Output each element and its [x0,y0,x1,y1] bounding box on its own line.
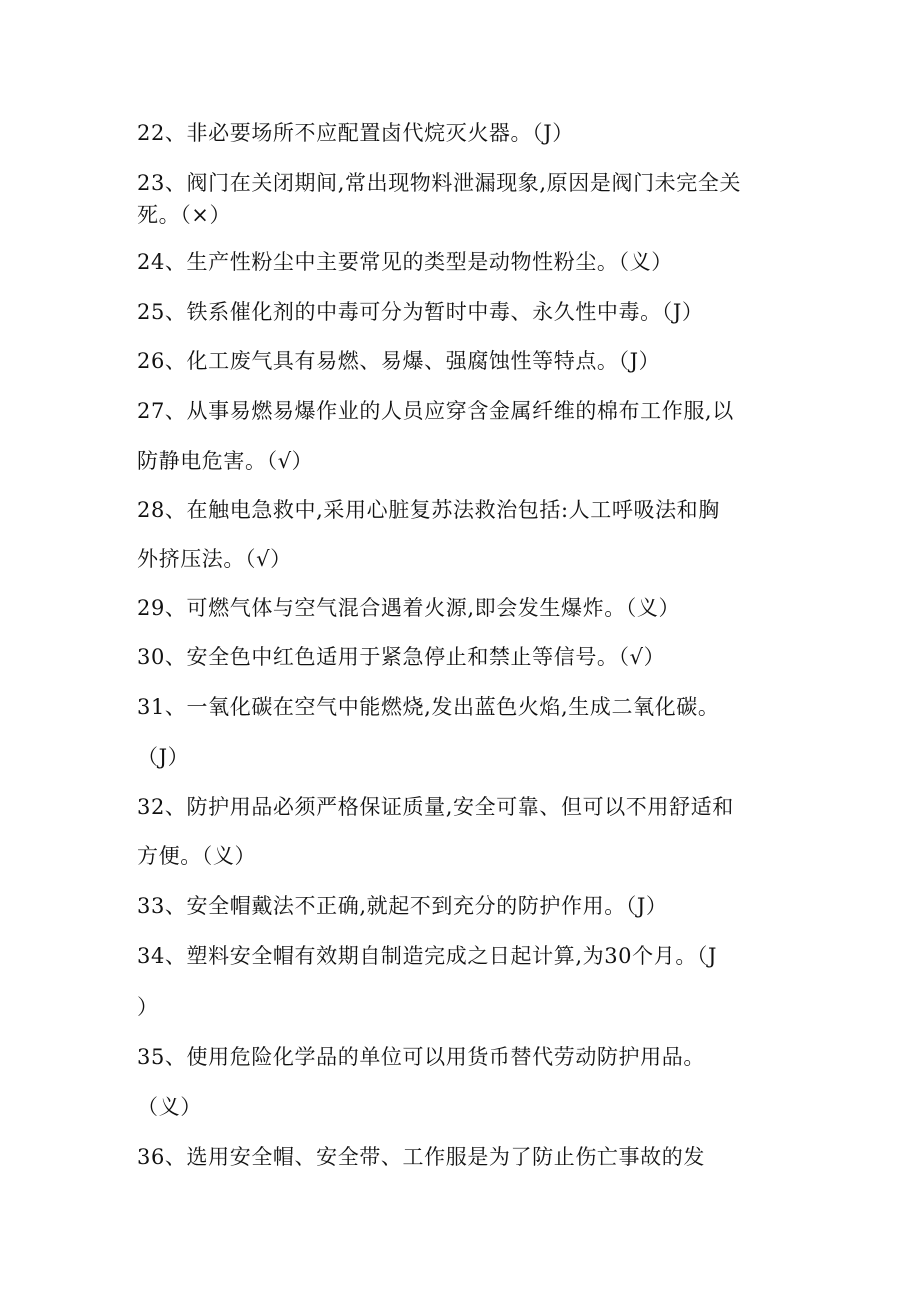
text-line: 32、防护用品必须严格保证质量,安全可靠、但可以不用舒适和 [137,795,734,819]
text-line: 22、非必要场所不应配置卤代烷灭火器。（J） [137,121,574,145]
text-line: 方便。（义） [137,844,257,868]
text-line: （义） [137,1095,202,1119]
text-line: 28、在触电急救中,采用心脏复苏法救治包括:人工呼吸法和胸 [137,498,720,522]
text-line: 外挤压法。（√） [137,547,292,571]
text-line: 36、选用安全帽、安全带、工作服是为了防止伤亡事故的发 [137,1145,705,1169]
text-line: 27、从事易燃易爆作业的人员应穿含金属纤维的棉布工作服,以 [137,399,734,423]
text-line: 25、铁系催化剂的中毒可分为暂时中毒、永久性中毒。（J） [137,300,704,324]
text-line: 30、安全色中红色适用于紧急停止和禁止等信号。（√） [137,645,666,669]
text-line: 31、一氧化碳在空气中能燃烧,发出蓝色火焰,生成二氧化碳。 [137,695,720,719]
text-line: 35、使用危险化学品的单位可以用货币替代劳动防护用品。 [137,1045,705,1069]
text-line: （J） [137,745,190,769]
text-line: 34、塑料安全帽有效期自制造完成之日起计算,为30个月。（J [137,944,718,968]
text-line: 死。（×） [137,203,232,227]
text-line: 24、生产性粉尘中主要常见的类型是动物性粉尘。（义） [137,250,673,274]
text-line: 23、阀门在关闭期间,常出现物料泄漏现象,原因是阀门未完全关 [137,171,742,195]
text-line: ） [137,995,159,1019]
text-line: 29、可燃气体与空气混合遇着火源,即会发生爆炸。（义） [137,596,681,620]
text-line: 33、安全帽戴法不正确,就起不到充分的防护作用。（J） [137,894,668,918]
text-line: 26、化工废气具有易燃、易爆、强腐蚀性等特点。（J） [137,349,661,373]
text-line: 防静电危害。（√） [137,449,314,473]
